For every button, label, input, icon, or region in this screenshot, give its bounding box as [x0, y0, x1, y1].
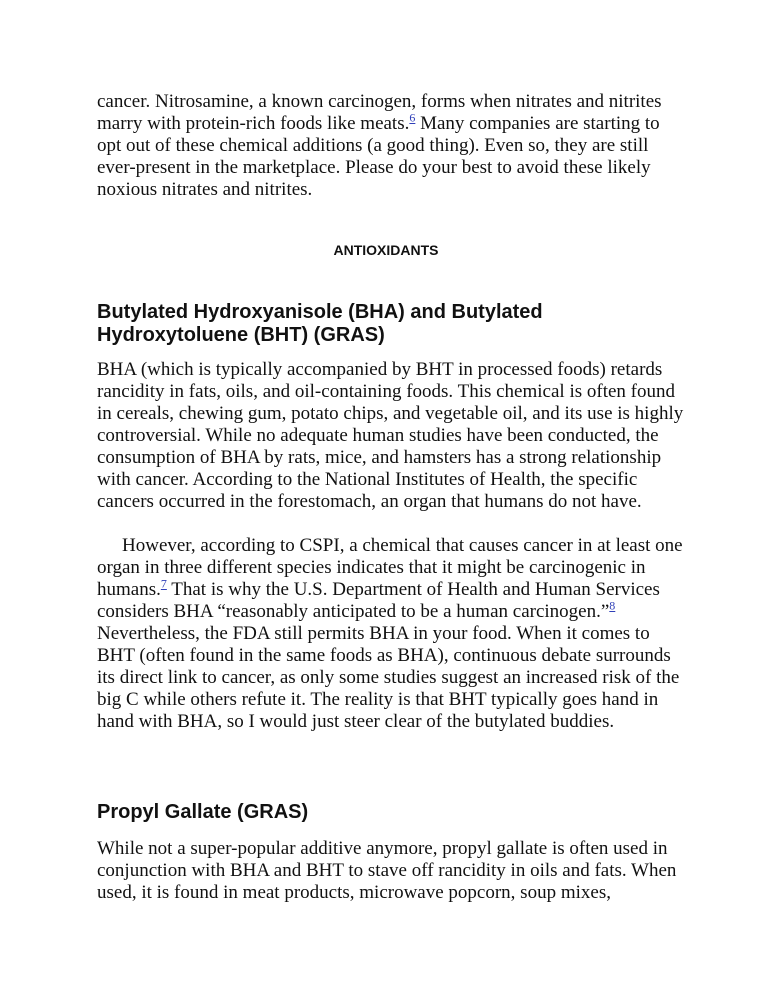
bha-paragraph-2 [97, 535, 687, 733]
bha-heading: Butylated Hydroxyanisole (BHA) and Butylated Hydroxytoluene (BHT) (GRAS) [97, 301, 543, 346]
intro-paragraph [97, 91, 687, 201]
footnote-link-8[interactable]: 8 [609, 598, 616, 613]
bha-p2-part1: However, according to CSPI, a chemical that causes cancer in at least one organ in three different species indicates that it might be carcinogenic in humans. [97, 535, 683, 600]
propyl-paragraph: While not a super-popular additive anymore, propyl gallate is often used in conjunction with BHA and BHT to stave off rancidity in oils and fats. When used, it is found in meat products, microwave popcorn, soup mixes, [97, 838, 677, 903]
intro-text-part2: Many companies are starting to opt out of these chemical additions (a good thing). Even so, they are still ever-present in the marketplace. Please do your best to avoid these likely noxious nitrates and nitrites. [97, 113, 660, 200]
intro-text-part1: cancer. Nitrosamine, a known carcinogen, forms when nitrates and nitrites marry with protein-rich foods like meats. [97, 91, 662, 134]
bha-p2-part3: Nevertheless, the FDA still permits BHA in your food. When it comes to BHT (often found in the same foods as BHA), continuous debate surrounds its direct link to cancer, as only some studies suggest an increased risk of the big C while others refute it. The reality is that BHT typically goes hand in hand with BHA, so I would just steer clear of the butylated buddies. [97, 623, 680, 732]
bha-p2-part2: That is why the U.S. Department of Health and Human Services considers BHA “reasonably anticipated to be a human carcinogen.” [97, 579, 660, 622]
bha-paragraph-1: BHA (which is typically accompanied by BHT in processed foods) retards rancidity in fats, oils, and oil-containing foods. This chemical is often found in cereals, chewing gum, potato chips, and vegetable oil, and its use is highly controversial. While no adequate human studies have been conducted, the consumption of BHA by rats, mice, and hamsters has a strong relationship with cancer. According to the National Institutes of Health, the specific cancers occurred in the forestomach, an organ that humans do not have. [97, 359, 684, 512]
section-label: ANTIOXIDANTS [333, 242, 439, 258]
propyl-heading: Propyl Gallate (GRAS) [97, 801, 309, 823]
footnote-link-6[interactable]: 6 [409, 110, 416, 125]
footnote-ref-8[interactable] [609, 599, 615, 613]
footnote-link-7[interactable]: 7 [160, 576, 167, 591]
